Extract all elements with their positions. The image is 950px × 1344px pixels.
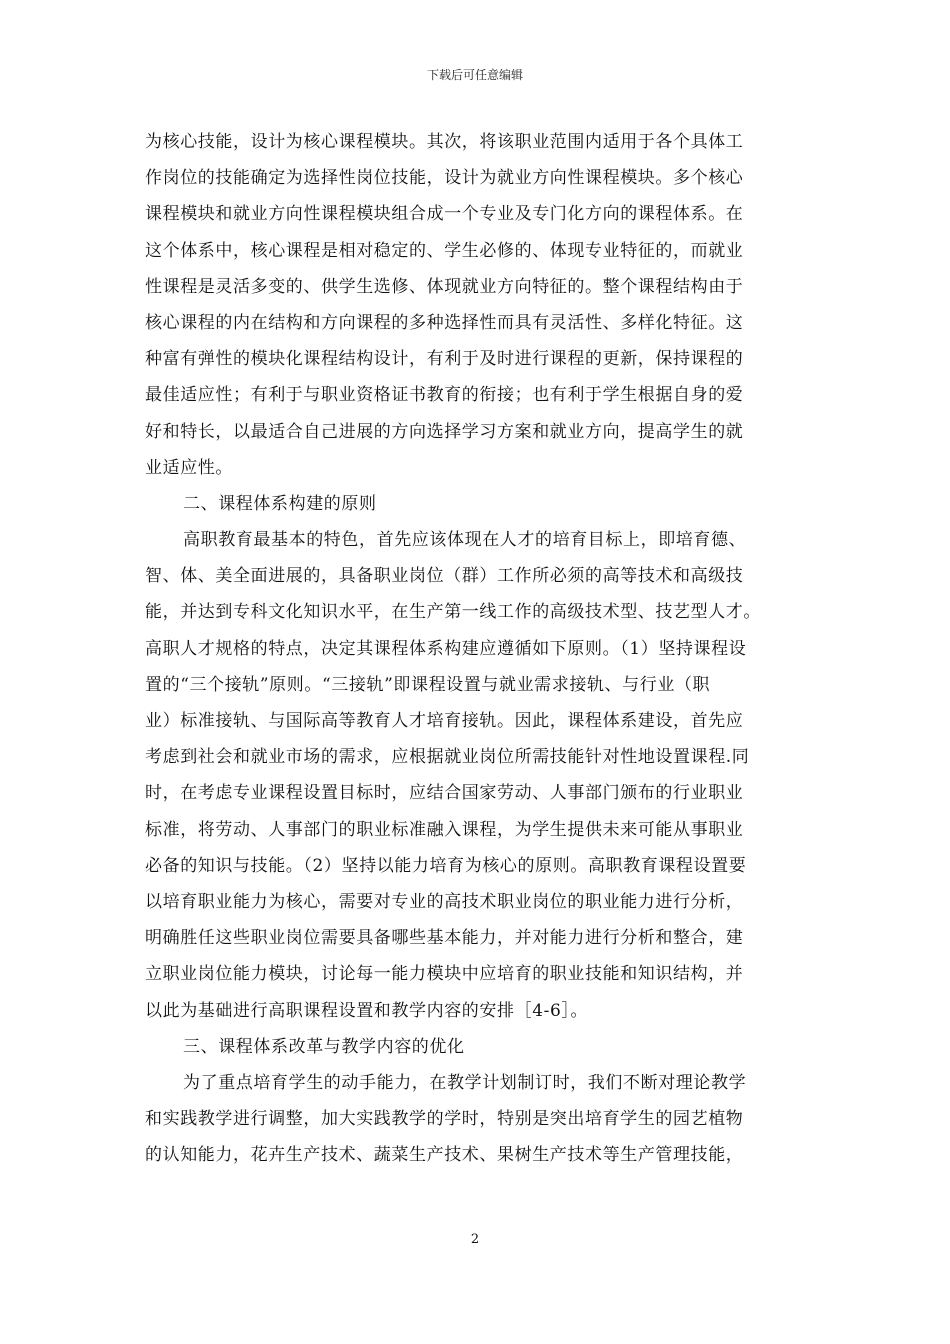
body-line: 智、体、美全面进展的，具备职业岗位（群）工作所必须的高等技术和高级技 (145, 566, 744, 587)
body-line: 置的“三个接轨”原则。“三接轨”即课程设置与就业需求接轨、与行业（职 (145, 674, 711, 695)
page-number: 2 (470, 1232, 480, 1247)
body-line: 以培育职业能力为核心，需要对专业的高技术职业岗位的职业能力进行分析， (145, 891, 744, 912)
body-line: 以此为基础进行高职课程设置和教学内容的安排［4-6］。 (145, 1000, 589, 1021)
page-header: 下载后可任意编辑 (426, 68, 523, 82)
body-line: 必备的知识与技能。（2）坚持以能力培育为核心的原则。高职教育课程设置要 (145, 855, 747, 876)
body-line: 好和特长，以最适合自己进展的方向选择学习方案和就业方向，提高学生的就 (145, 421, 744, 442)
body-line: 业适应性。 (145, 457, 233, 478)
body-line: 性课程是灵活多变的、供学生选修、体现就业方向特征的。整个课程结构由于 (145, 276, 744, 297)
section-heading: 二、课程体系构建的原则 (183, 493, 377, 514)
body-line: 立职业岗位能力模块，讨论每一能力模块中应培育的职业技能和知识结构，并 (145, 964, 744, 985)
document-body (145, 124, 811, 1173)
body-line: 能，并达到专科文化知识水平，在生产第一线工作的高级技术型、技艺型人才。 (145, 602, 761, 623)
body-line: 的认知能力，花卉生产技术、蔬菜生产技术、果树生产技术等生产管理技能， (145, 1145, 744, 1166)
body-line: 作岗位的技能确定为选择性岗位技能，设计为就业方向性课程模块。多个核心 (145, 168, 744, 189)
body-line: 为了重点培育学生的动手能力，在教学计划制订时，我们不断对理论教学 (183, 1072, 747, 1093)
body-line: 明确胜任这些职业岗位需要具备哪些基本能力，并对能力进行分析和整合，建 (145, 928, 744, 949)
body-line: 核心课程的内在结构和方向课程的多种选择性而具有灵活性、多样化特征。这 (145, 312, 744, 333)
body-line: 标准，将劳动、人事部门的职业标准融入课程，为学生提供未来可能从事职业 (145, 819, 744, 840)
body-line: 最佳适应性；有利于与职业资格证书教育的衔接；也有利于学生根据自身的爱 (145, 385, 744, 406)
body-line: 高职人才规格的特点，决定其课程体系构建应遵循如下原则。（1）坚持课程设 (145, 638, 747, 659)
body-line: 时，在考虑专业课程设置目标时，应结合国家劳动、人事部门颁布的行业职业 (145, 783, 744, 804)
body-line: 课程模块和就业方向性课程模块组合成一个专业及专门化方向的课程体系。在 (145, 204, 744, 225)
body-line: 这个体系中，核心课程是相对稳定的、学生必修的、体现专业特征的，而就业 (145, 240, 744, 261)
body-line: 为核心技能，设计为核心课程模块。其次，将该职业范围内适用于各个具体工 (145, 132, 744, 152)
body-line: 和实践教学进行调整，加大实践教学的学时，特别是突出培育学生的园艺植物 (145, 1109, 744, 1130)
body-line: 种富有弹性的模块化课程结构设计，有利于及时进行课程的更新，保持课程的 (145, 349, 744, 370)
body-line: 考虑到社会和就业市场的需求，应根据就业岗位所需技能针对性地设置课程.同 (145, 747, 750, 768)
body-line: 业）标准接轨、与国际高等教育人才培育接轨。因此，课程体系建设，首先应 (145, 711, 744, 731)
body-line: 高职教育最基本的特色，首先应该体现在人才的培育目标上，即培育德、 (183, 530, 747, 551)
section-heading: 三、课程体系改革与教学内容的优化 (183, 1036, 465, 1057)
